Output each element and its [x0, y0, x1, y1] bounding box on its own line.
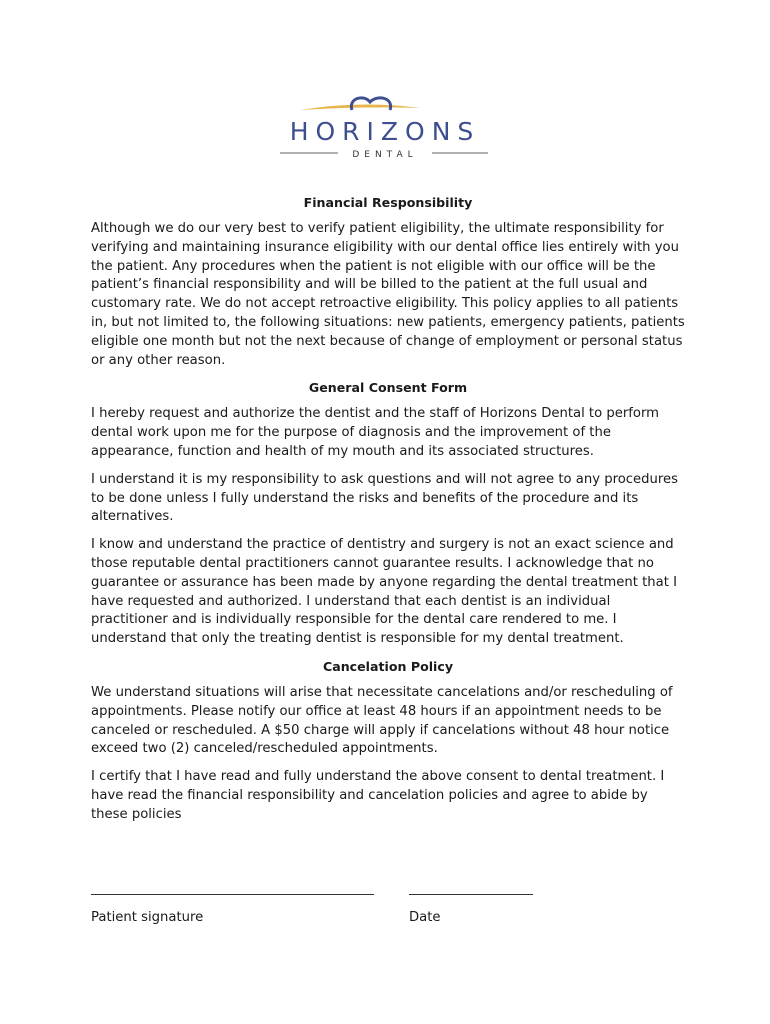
date-line[interactable]: [409, 894, 533, 895]
financial-heading: Financial Responsibility: [303, 195, 473, 210]
date-label: Date: [409, 910, 441, 925]
patient-signature-line[interactable]: [91, 894, 374, 895]
cancelation-heading: Cancelation Policy: [322, 658, 454, 674]
consent-heading: General Consent Form: [308, 380, 468, 396]
horizon-swoosh-icon: [300, 104, 420, 110]
consent-paragraph-2: I understand it is my responsibility to ask questions and will not agree to any procedures to be done unless I fully understand the risks and benefits of the procedure and its alternatives.: [91, 471, 678, 525]
consent-paragraph-1: I hereby request and authorize the dentist and the staff of Horizons Dental to perform dental work upon me for the purpose of diagnosis and the improvement of the appearance, function and health of my mouth and its associated structures.: [91, 406, 660, 459]
patient-signature-label: Patient signature: [91, 910, 204, 925]
tooth-icon: [351, 98, 390, 110]
cancelation-paragraph-1: We understand situations will arise that necessitate cancelations and/or rescheduling of appointments. Please notify our office at least 48 hours if an appointment needs to be canceled or rescheduled. A $50 charge will apply if cancelations without 48 hour notice exceed two (2) canceled/rescheduled appointments.: [91, 684, 673, 757]
certification-paragraph: I certify that I have read and fully understand the above consent to dental treatment. I have read the financial responsibility and cancelation policies and agree to abide by these policies: [91, 769, 665, 822]
logo-wordmark: HORIZONS: [289, 117, 481, 146]
consent-paragraph-3: I know and understand the practice of dentistry and surgery is not an exact science and those reputable dental practitioners cannot guarantee results. I acknowledge that no guarantee or assurance has been made by anyone regarding the dental treatment that I have requested and authorized. I understand that each dentist is an individual practitioner and is individually responsible for the dental care rendered to me. I understand that only the treating dentist is responsible for my dental treatment.: [91, 537, 677, 647]
financial-paragraph: Although we do our very best to verify patient eligibility, the ultimate responsibility for verifying and maintaining insurance eligibility with our dental office lies entirely with you the patient. Any procedures when the patient is not eligible with our office will be the patient’s financial responsibility and will be billed to the patient at the full usual and customary rate. We do not accept retroactive eligibility. This policy applies to all patients in, but not limited to, the following situations: new patients, emergency patients, patients eligible one month but not the next because of change of employment or personal status or any other reason.: [91, 221, 685, 368]
logo-subtitle: DENTAL: [352, 150, 418, 160]
logo-graphic: [240, 96, 530, 160]
horizons-dental-logo: [0, 96, 770, 160]
signature-block: [91, 880, 691, 940]
document-body: [91, 194, 685, 834]
